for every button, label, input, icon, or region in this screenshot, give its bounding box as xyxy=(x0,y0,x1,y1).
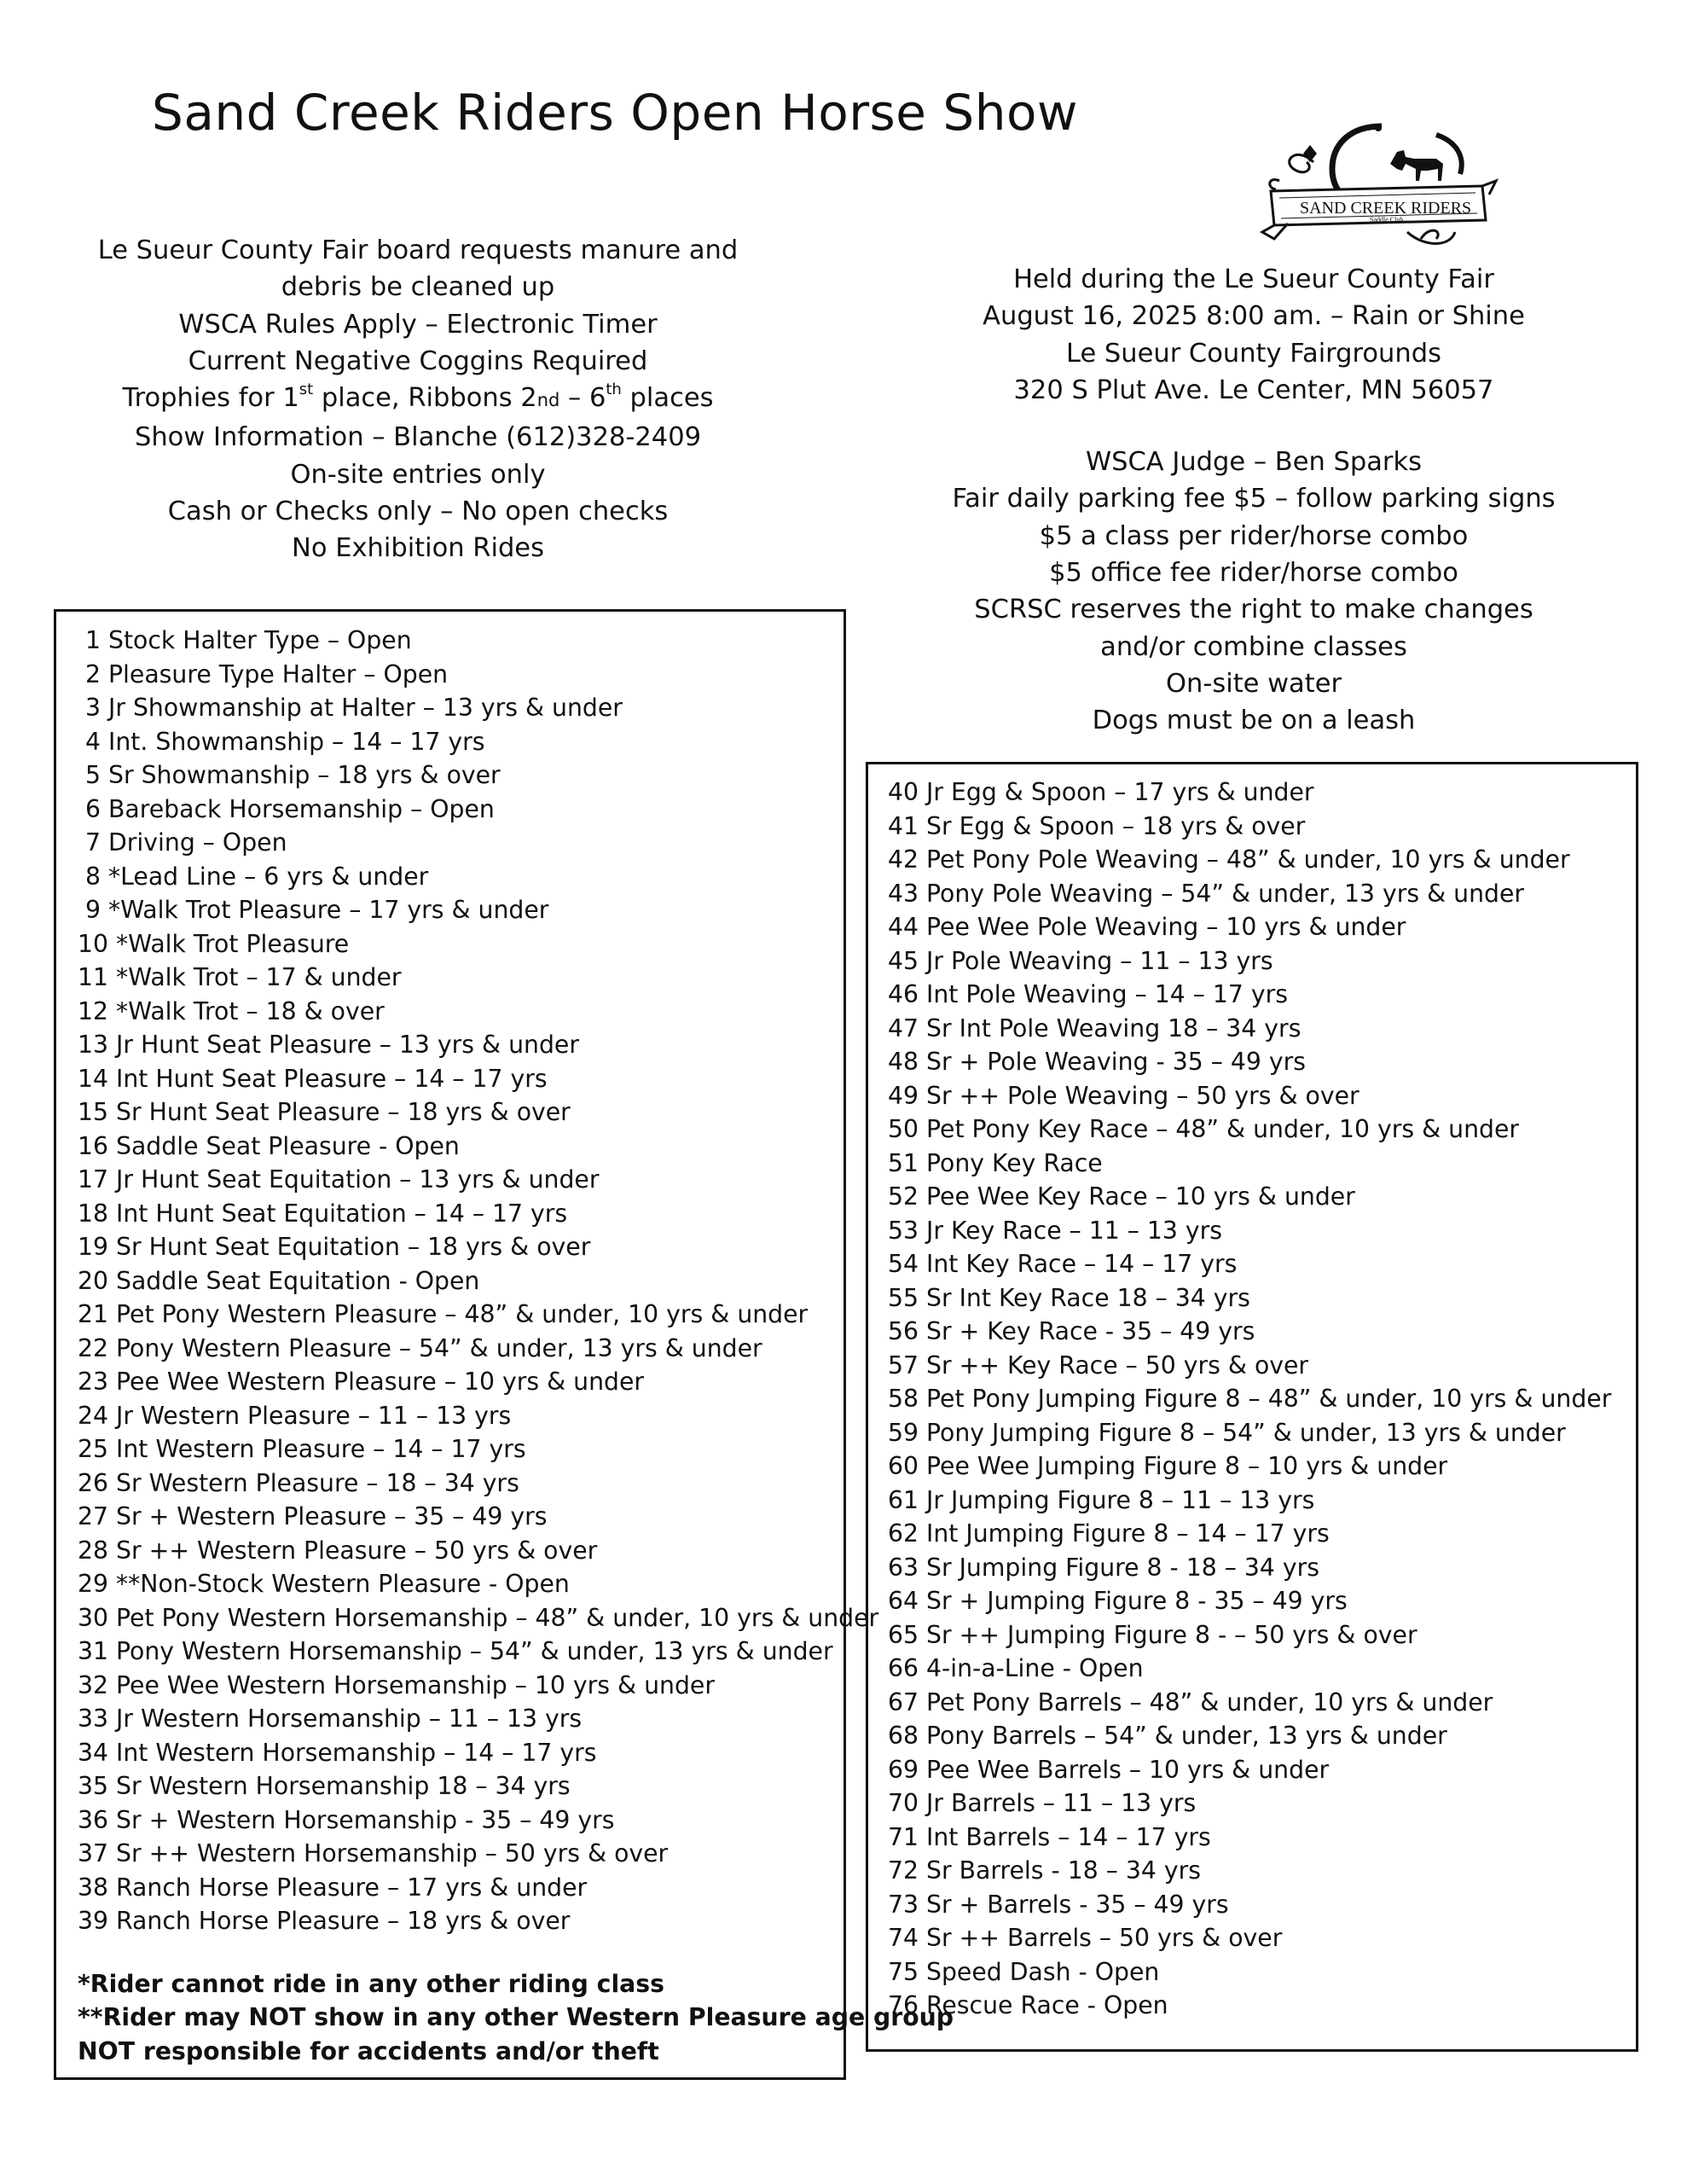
info-line: WSCA Judge – Ben Sparks xyxy=(1085,447,1423,478)
show-rules xyxy=(68,232,768,567)
class-item: 45 Jr Pole Weaving – 11 – 13 yrs xyxy=(888,946,1273,975)
info-line: Current Negative Coggins Required xyxy=(188,346,648,376)
class-item: 17 Jr Hunt Seat Equitation – 13 yrs & under xyxy=(78,1165,600,1194)
class-item: 11 *Walk Trot – 17 & under xyxy=(78,963,402,991)
info-line: debris be cleaned up xyxy=(281,272,555,303)
info-line: August 16, 2025 8:00 am. – Rain or Shine xyxy=(983,301,1525,332)
class-item: 8 *Lead Line – 6 yrs & under xyxy=(78,862,429,891)
class-item: 3 Jr Showmanship at Halter – 13 yrs & under xyxy=(78,694,623,722)
class-item: 38 Ranch Horse Pleasure – 17 yrs & under xyxy=(78,1873,588,1902)
spacer xyxy=(904,409,1603,444)
trophies-text: Trophies for 1 xyxy=(122,383,299,414)
class-item: 27 Sr + Western Pleasure – 35 – 49 yrs xyxy=(78,1502,548,1531)
class-item: 39 Ranch Horse Pleasure – 18 yrs & over xyxy=(78,1907,571,1935)
trophies-text: places xyxy=(621,383,714,414)
class-item: 33 Jr Western Horsemanship – 11 – 13 yrs xyxy=(78,1705,583,1733)
info-line: Show Information – Blanche (612)328-2409 xyxy=(134,422,701,453)
class-item: 34 Int Western Horsemanship – 14 – 17 yrs xyxy=(78,1738,597,1767)
class-item: 40 Jr Egg & Spoon – 17 yrs & under xyxy=(888,778,1314,806)
class-item: 18 Int Hunt Seat Equitation – 14 – 17 yrs xyxy=(78,1199,568,1228)
class-item: 42 Pet Pony Pole Weaving – 48” & under, 10 yrs & under xyxy=(888,845,1570,874)
class-item: 43 Pony Pole Weaving – 54” & under, 13 yrs & under xyxy=(888,879,1525,908)
class-item: 65 Sr ++ Jumping Figure 8 - – 50 yrs & over xyxy=(888,1620,1417,1649)
note-line: **Rider may NOT show in any other Western Pleasure age group xyxy=(78,2003,954,2031)
class-item: 6 Bareback Horsemanship – Open xyxy=(78,794,495,823)
class-item: 28 Sr ++ Western Pleasure – 50 yrs & over xyxy=(78,1536,598,1565)
class-item: 1 Stock Halter Type – Open xyxy=(78,626,412,654)
class-item: 21 Pet Pony Western Pleasure – 48” & under, 10 yrs & under xyxy=(78,1300,809,1328)
info-line: Held during the Le Sueur County Fair xyxy=(1013,264,1494,294)
class-item: 22 Pony Western Pleasure – 54” & under, 13 yrs & under xyxy=(78,1333,762,1362)
class-item: 19 Sr Hunt Seat Equitation – 18 yrs & over xyxy=(78,1233,591,1261)
info-line: On-site water xyxy=(1165,668,1342,699)
class-item: 5 Sr Showmanship – 18 yrs & over xyxy=(78,761,501,789)
class-list-right xyxy=(866,762,1638,2052)
class-item: 75 Speed Dash - Open xyxy=(888,1957,1160,1986)
info-line: Fair daily parking fee $5 – follow parking signs xyxy=(952,484,1556,514)
class-item: 44 Pee Wee Pole Weaving – 10 yrs & under xyxy=(888,913,1406,941)
class-item: 73 Sr + Barrels - 35 – 49 yrs xyxy=(888,1890,1229,1919)
class-item: 14 Int Hunt Seat Pleasure – 14 – 17 yrs xyxy=(78,1064,548,1093)
class-item: 15 Sr Hunt Seat Pleasure – 18 yrs & over xyxy=(78,1098,571,1126)
class-item: 12 *Walk Trot – 18 & over xyxy=(78,996,385,1025)
info-line: Le Sueur County Fairgrounds xyxy=(1066,338,1441,369)
page-title: Sand Creek Riders Open Horse Show xyxy=(152,84,1078,142)
class-item: 67 Pet Pony Barrels – 48” & under, 10 yrs & under xyxy=(888,1687,1493,1716)
class-item: 26 Sr Western Pleasure – 18 – 34 yrs xyxy=(78,1468,519,1497)
info-line: Cash or Checks only – No open checks xyxy=(167,497,669,527)
note-line: *Rider cannot ride in any other riding class xyxy=(78,1969,664,1998)
class-item: 51 Pony Key Race xyxy=(888,1148,1103,1177)
class-item: 36 Sr + Western Horsemanship - 35 – 49 yrs xyxy=(78,1805,615,1834)
class-item: 53 Jr Key Race – 11 – 13 yrs xyxy=(888,1216,1223,1245)
class-item: 48 Sr + Pole Weaving - 35 – 49 yrs xyxy=(888,1048,1306,1076)
class-item: 76 Rescue Race - Open xyxy=(888,1991,1168,2019)
class-item: 57 Sr ++ Key Race – 50 yrs & over xyxy=(888,1350,1309,1380)
info-line: $5 office fee rider/horse combo xyxy=(1049,558,1458,589)
class-item: 59 Pony Jumping Figure 8 – 54” & under, 13 yrs & under xyxy=(888,1418,1566,1447)
class-item: 30 Pet Pony Western Horsemanship – 48” & under, 10 yrs & under xyxy=(78,1603,879,1632)
class-item: 29 **Non-Stock Western Pleasure - Open xyxy=(78,1570,570,1598)
logo-bottom-text: Saddle Club xyxy=(1370,216,1404,224)
class-item: 62 Int Jumping Figure 8 – 14 – 17 yrs xyxy=(888,1519,1330,1548)
class-item: 71 Int Barrels – 14 – 17 yrs xyxy=(888,1822,1211,1851)
class-item: 2 Pleasure Type Halter – Open xyxy=(78,659,449,688)
class-item: 32 Pee Wee Western Horsemanship – 10 yrs & under xyxy=(78,1670,715,1699)
class-item: 61 Jr Jumping Figure 8 – 11 – 13 yrs xyxy=(888,1485,1315,1514)
class-item: 35 Sr Western Horsemanship 18 – 34 yrs xyxy=(78,1772,571,1800)
class-item: 49 Sr ++ Pole Weaving – 50 yrs & over xyxy=(888,1081,1359,1110)
info-line: No Exhibition Rides xyxy=(292,533,544,564)
ordinal-suffix: nd xyxy=(536,390,560,411)
info-line: On-site entries only xyxy=(290,459,546,490)
class-list xyxy=(78,624,879,1938)
ordinal-superscript: th xyxy=(606,380,622,399)
class-item: 50 Pet Pony Key Race – 48” & under, 10 yrs & under xyxy=(888,1115,1520,1143)
ordinal-superscript: st xyxy=(299,380,314,399)
class-item: 13 Jr Hunt Seat Pleasure – 13 yrs & under xyxy=(78,1031,579,1059)
class-item: 69 Pee Wee Barrels – 10 yrs & under xyxy=(888,1755,1330,1784)
club-logo xyxy=(1254,119,1501,256)
info-line: $5 a class per rider/horse combo xyxy=(1039,520,1469,551)
trophies-text: place, Ribbons 2 xyxy=(313,383,537,414)
class-item: 4 Int. Showmanship – 14 – 17 yrs xyxy=(78,727,485,756)
info-line: and/or combine classes xyxy=(1100,631,1407,662)
class-item: 47 Sr Int Pole Weaving 18 – 34 yrs xyxy=(888,1014,1301,1043)
class-item: 23 Pee Wee Western Pleasure – 10 yrs & under xyxy=(78,1368,645,1396)
class-item: 63 Sr Jumping Figure 8 - 18 – 34 yrs xyxy=(888,1553,1320,1582)
notes xyxy=(78,1967,954,2069)
class-item: 54 Int Key Race – 14 – 17 yrs xyxy=(888,1250,1238,1278)
class-item: 56 Sr + Key Race - 35 – 49 yrs xyxy=(888,1317,1255,1345)
class-list xyxy=(888,775,1636,2023)
class-item: 31 Pony Western Horsemanship – 54” & under, 13 yrs & under xyxy=(78,1637,833,1665)
class-item: 37 Sr ++ Western Horsemanship – 50 yrs & over xyxy=(78,1839,669,1867)
info-line: 320 S Plut Ave. Le Center, MN 56057 xyxy=(1013,375,1494,405)
trophies-text: – 6 xyxy=(559,383,606,414)
class-item: 20 Saddle Seat Equitation - Open xyxy=(78,1266,480,1295)
class-item: 72 Sr Barrels - 18 – 34 yrs xyxy=(888,1856,1201,1885)
info-line: SCRSC reserves the right to make changes xyxy=(974,595,1533,625)
class-item: 25 Int Western Pleasure – 14 – 17 yrs xyxy=(78,1435,526,1463)
class-item: 52 Pee Wee Key Race – 10 yrs & under xyxy=(888,1182,1355,1211)
class-item: 41 Sr Egg & Spoon – 18 yrs & over xyxy=(888,811,1306,840)
class-item: 10 *Walk Trot Pleasure xyxy=(78,929,350,958)
class-item: 24 Jr Western Pleasure – 11 – 13 yrs xyxy=(78,1401,512,1430)
class-list-left xyxy=(54,609,954,2080)
class-item: 16 Saddle Seat Pleasure - Open xyxy=(78,1131,460,1160)
logo-top-text: SAND CREEK RIDERS xyxy=(1300,199,1472,218)
note-line: NOT responsible for accidents and/or theft xyxy=(78,2036,659,2065)
class-item: 74 Sr ++ Barrels – 50 yrs & over xyxy=(888,1924,1283,1952)
class-item: 58 Pet Pony Jumping Figure 8 – 48” & under, 10 yrs & under xyxy=(888,1385,1612,1413)
class-item: 66 4-in-a-Line - Open xyxy=(888,1654,1144,1682)
class-item: 7 Driving – Open xyxy=(78,828,287,857)
info-line: Dogs must be on a leash xyxy=(1092,706,1416,736)
class-item: 70 Jr Barrels – 11 – 13 yrs xyxy=(888,1789,1197,1817)
show-details xyxy=(904,261,1603,740)
class-item: 64 Sr + Jumping Figure 8 - 35 – 49 yrs xyxy=(888,1587,1348,1615)
class-item: 46 Int Pole Weaving – 14 – 17 yrs xyxy=(888,980,1288,1008)
class-item: 55 Sr Int Key Race 18 – 34 yrs xyxy=(888,1283,1250,1312)
info-line: Le Sueur County Fair board requests manure and xyxy=(97,235,739,265)
class-item: 60 Pee Wee Jumping Figure 8 – 10 yrs & under xyxy=(888,1452,1448,1480)
class-item: 9 *Walk Trot Pleasure – 17 yrs & under xyxy=(78,896,549,924)
trophies-line xyxy=(68,380,768,419)
info-line: WSCA Rules Apply – Electronic Timer xyxy=(178,309,658,340)
class-item: 68 Pony Barrels – 54” & under, 13 yrs & under xyxy=(888,1722,1447,1750)
